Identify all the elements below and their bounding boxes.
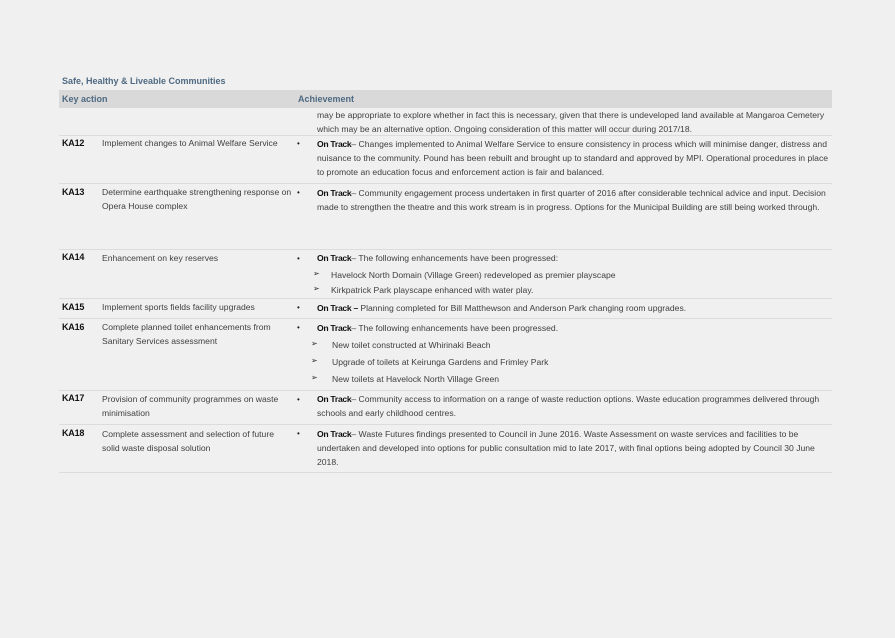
- row-divider: [59, 472, 832, 473]
- key-action-text: Complete planned toilet enhancements from Sanitary Services assessment: [102, 322, 271, 346]
- achievement-detail: – Waste Futures findings presented to Council in June 2016. Waste Assessment on waste services and facilities to be undertaken and developed into options for public consultation mid to late 2017, with final options being adopted by Council 30 June 2018.: [317, 429, 815, 467]
- bullet: •: [297, 323, 300, 332]
- key-action-id: KA15: [62, 302, 85, 312]
- achievement-text: [317, 392, 832, 420]
- header-achievement: Achievement: [298, 94, 355, 104]
- sub-item: New toilet constructed at Whirinaki Beach: [332, 340, 491, 350]
- key-action-text: Determine earthquake strengthening response on Opera House complex: [102, 187, 292, 211]
- status-label: On Track –: [317, 303, 358, 313]
- bullet: •: [297, 188, 300, 197]
- status-label: On Track: [317, 188, 352, 198]
- key-action-text: Provision of community programmes on waste minimisation: [102, 394, 279, 418]
- sub-item: Havelock North Domain (Village Green) redeveloped as premier playscape: [331, 270, 616, 280]
- key-action-id: KA18: [62, 428, 85, 438]
- sub-item: Kirkpatrick Park playscape enhanced with water play.: [331, 285, 534, 295]
- row-divider: [59, 183, 832, 184]
- arrow-bullet-icon: ➢: [313, 269, 320, 278]
- sub-item: Upgrade of toilets at Keirunga Gardens and Frimley Park: [332, 357, 549, 367]
- table-header: [59, 90, 832, 108]
- key-action-id: KA14: [62, 252, 85, 262]
- row-divider: [59, 298, 832, 299]
- status-label: On Track: [317, 139, 352, 149]
- key-action-id: KA17: [62, 393, 85, 403]
- status-label: On Track: [317, 253, 352, 263]
- key-action-id: KA16: [62, 322, 85, 332]
- header-key-action: Key action: [62, 94, 108, 104]
- status-label: On Track: [317, 323, 352, 333]
- achievement-text: [317, 321, 832, 335]
- key-action-text: Complete assessment and selection of future solid waste disposal solution: [102, 429, 274, 453]
- continued-text: may be appropriate to explore whether in fact this is necessary, given that there is undeveloped land available at Mangaroa Cemetery which may be an alternative option. Ongoing consideration of this matter will occur during 2017/18.: [317, 110, 825, 134]
- row-divider: [59, 318, 832, 319]
- achievement-detail: – Community engagement process undertaken in first quarter of 2016 after considerable technical advice and input. Decision made to strengthen the theatre and this work stream is in progress. Options for the Municipal Building are still being worked through.: [317, 188, 826, 212]
- bullet: •: [297, 395, 300, 404]
- row-divider: [59, 249, 832, 250]
- sub-item: New toilets at Havelock North Village Green: [332, 374, 500, 384]
- arrow-bullet-icon: ➢: [311, 356, 318, 365]
- achievement-detail: – The following enhancements have been progressed:: [351, 253, 559, 263]
- row-divider: [59, 390, 832, 391]
- key-action-text: Implement sports fields facility upgrades: [102, 302, 255, 312]
- achievement-detail: – Changes implemented to Animal Welfare Service to ensure consistency in process which will minimise danger, distress and nuisance to the community. Pound has been rebuilt and brought up to standard and approved by MPI. Operational procedures in place to promote an education focus and enforcement action is fair and balanced.: [317, 139, 829, 177]
- arrow-bullet-icon: ➢: [313, 284, 320, 293]
- achievement-text: [317, 137, 832, 179]
- key-action-id: KA13: [62, 187, 85, 197]
- arrow-bullet-icon: ➢: [311, 339, 318, 348]
- row-divider: [59, 424, 832, 425]
- key-action-id: KA12: [62, 138, 85, 148]
- status-label: On Track: [317, 394, 352, 404]
- bullet: •: [297, 254, 300, 263]
- achievement-detail: – The following enhancements have been progressed.: [351, 323, 559, 333]
- bullet: •: [297, 139, 300, 148]
- achievement-text: [317, 251, 832, 265]
- key-action-text: Enhancement on key reserves: [102, 253, 219, 263]
- achievement-detail: – Community access to information on a range of waste reduction options. Waste education programmes delivered through schools and early childhood centres.: [317, 394, 820, 418]
- bullet: •: [297, 429, 300, 438]
- status-label: On Track: [317, 429, 352, 439]
- achievement-text: [317, 427, 832, 469]
- section-title: Safe, Healthy & Liveable Communities: [62, 76, 226, 86]
- key-action-text: Implement changes to Animal Welfare Service: [102, 138, 278, 148]
- arrow-bullet-icon: ➢: [311, 373, 318, 382]
- achievement-text: [317, 301, 832, 315]
- achievement-detail: Planning completed for Bill Matthewson and Anderson Park changing room upgrades.: [357, 303, 687, 313]
- bullet: •: [297, 303, 300, 312]
- achievement-text: [317, 186, 832, 214]
